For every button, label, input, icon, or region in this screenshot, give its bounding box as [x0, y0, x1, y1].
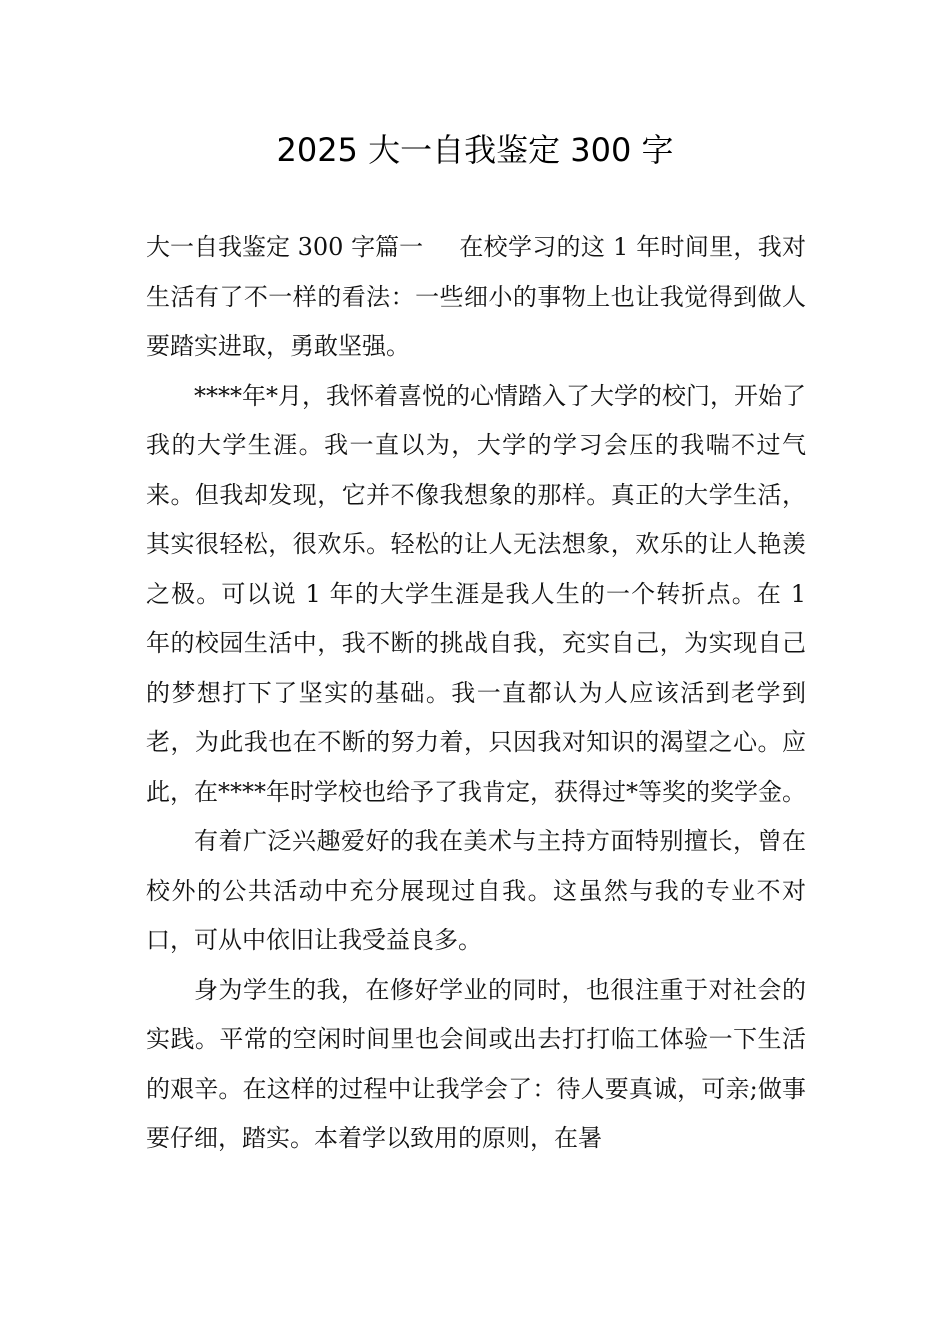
paragraph-3: 身为学生的我，在修好学业的同时，也很注重于对社会的实践。平常的空闲时间里也会间或出去打打临工体验一下生活的艰辛。在这样的过程中让我学会了：待人要真诚，可亲;做事要仔细，踏实。本着学以致用的原则，在暑	[146, 975, 806, 1152]
intro-paragraph	[146, 223, 806, 372]
paragraph-1: ****年*月，我怀着喜悦的心情踏入了大学的校门，开始了我的大学生涯。我一直以为，大学的学习会压的我喘不过气来。但我却发现，它并不像我想象的那样。真正的大学生活，其实很轻松，很欢乐。轻松的让人无法想象，欢乐的让人艳羡之极。可以说 1 年的大学生涯是我人生的一个转折点。在 1 年的校园生活中，我不断的挑战自我，充实自己，为实现自己的梦想打下了坚实的基础。我一直都认为人应该活到老学到老，为此我也在不断的努力着，只因我对知识的渴望之心。应此，在****年时学校也给予了我肯定，获得过*等奖的奖学金。	[146, 381, 806, 806]
paragraph-2: 有着广泛兴趣爱好的我在美术与主持方面特别擅长，曾在校外的公共活动中充分展现过自我。这虽然与我的专业不对口，可从中依旧让我受益良多。	[146, 827, 806, 954]
intro-text: 在校学习的这 1 年时间里，我对生活有了不一样的看法：一些细小的事物上也让我觉得到做人要踏实进取，勇敢坚强。	[146, 233, 806, 360]
document-body	[146, 223, 806, 1164]
section-label: 大一自我鉴定 300 字篇一	[146, 233, 424, 261]
document-title: 2025 大一自我鉴定 300 字	[276, 131, 674, 169]
